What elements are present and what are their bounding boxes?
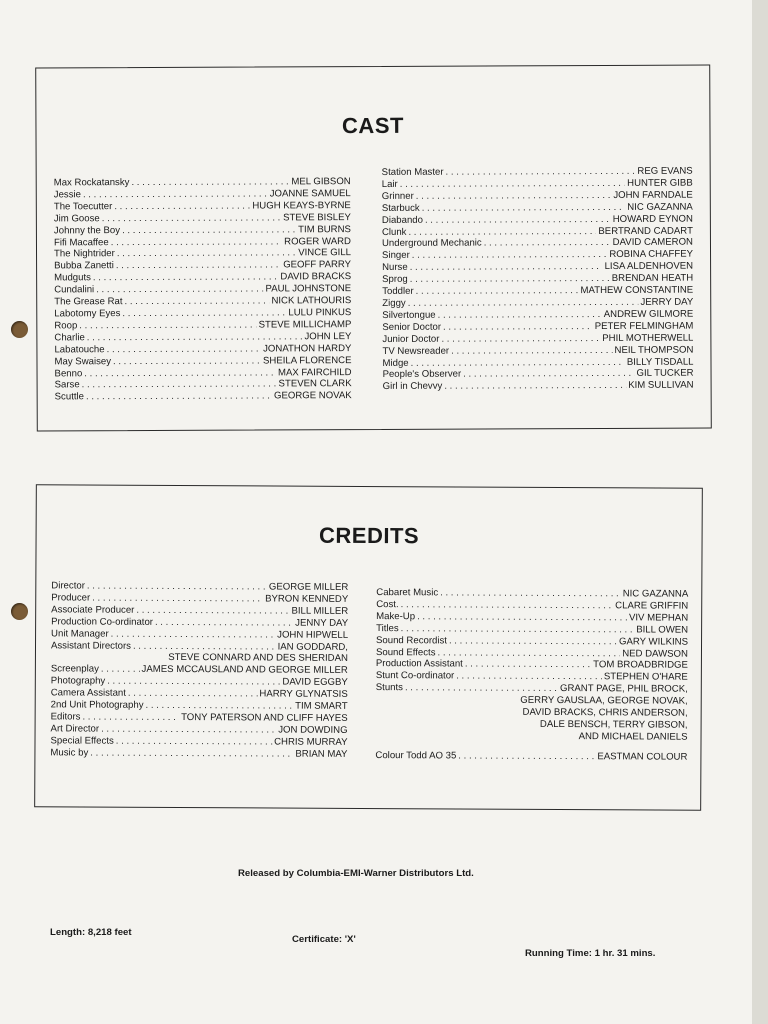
role-label: Associate Producer	[51, 604, 135, 616]
role-label: Johnny the Boy	[53, 224, 121, 237]
credit-row	[376, 682, 688, 696]
leader-dots	[412, 249, 608, 262]
role-label: Sprog	[382, 274, 408, 286]
role-label: Silvertongue	[382, 309, 436, 321]
role-label: Nurse	[382, 262, 408, 274]
role-label: Ziggy	[382, 297, 406, 309]
person-name: NIC GAZANNA	[627, 201, 693, 213]
leader-dots	[136, 605, 289, 618]
credits-title: CREDITS	[318, 522, 420, 549]
page-edge	[752, 0, 768, 1024]
leader-dots	[411, 356, 625, 369]
role-label: Camera Assistant	[50, 687, 126, 699]
cast-box	[35, 65, 712, 432]
person-name: CLARE GRIFFIN	[615, 600, 689, 612]
person-name: ROGER WARD	[284, 235, 351, 247]
leader-dots	[408, 297, 639, 310]
cast-title: CAST	[341, 112, 404, 139]
role-label: Unit Manager	[51, 627, 109, 640]
person-name: JOHN HIPWELL	[277, 629, 349, 641]
role-label: Clunk	[381, 226, 407, 238]
role-label: Photography	[50, 675, 106, 687]
person-name: TIM BURNS	[298, 223, 351, 235]
role-label: May Swaisey	[54, 355, 112, 367]
leader-dots	[82, 711, 179, 723]
person-name: MEL GIBSON	[291, 176, 351, 188]
person-name: KIM SULLIVAN	[628, 379, 694, 392]
role-label: TV Newsreader	[382, 345, 450, 357]
person-name: GEORGE NOVAK	[273, 390, 352, 402]
role-label: Lair	[381, 178, 398, 190]
leader-dots	[114, 200, 250, 212]
leader-dots	[463, 368, 634, 381]
role-label: Production Assistant	[375, 658, 463, 670]
role-label: Make-Up	[376, 610, 416, 623]
person-name: BILL MILLER	[291, 605, 349, 617]
continuation-line: GERRY GAUSLAA, GEORGE NOVAK,	[520, 694, 688, 707]
punch-hole-bottom	[11, 603, 28, 620]
leader-dots	[83, 188, 268, 201]
leader-dots	[145, 700, 293, 713]
person-name: HOWARD EYNON	[612, 213, 693, 225]
person-name: PAUL JOHNSTONE	[265, 283, 352, 295]
role-label: Jessie	[53, 189, 81, 201]
role-label: Grinner	[381, 190, 414, 202]
credit-row	[50, 747, 347, 760]
distributor-line: Released by Columbia-EMI-Warner Distributors Ltd.	[238, 868, 474, 879]
role-label: Roop	[54, 320, 78, 332]
leader-dots	[451, 345, 612, 358]
person-name: JOANNE SAMUEL	[269, 188, 351, 200]
leader-dots	[92, 592, 263, 605]
person-name: STEPHEN O'HARE	[603, 671, 688, 684]
credits-box	[34, 484, 703, 810]
role-label: Midge	[382, 357, 409, 369]
role-label: Screenplay	[50, 663, 99, 675]
person-name: CHRIS MURRAY	[274, 736, 348, 748]
person-name: JOHN LEY	[304, 330, 352, 343]
role-label: Bubba Zanetti	[54, 260, 114, 272]
role-label: The Toecutter	[53, 200, 113, 213]
continuation-line: DALE BENSCH, TERRY GIBSON,	[539, 718, 688, 731]
leader-dots	[440, 587, 621, 600]
leader-dots	[116, 260, 281, 273]
person-name: BRENDAN HEATH	[611, 272, 694, 285]
leader-dots	[107, 676, 280, 689]
credits-right-column	[375, 587, 688, 763]
leader-dots	[107, 343, 262, 356]
leader-dots	[82, 379, 277, 392]
leader-dots	[122, 307, 286, 320]
leader-dots	[128, 688, 258, 701]
role-label: Max Rockatansky	[53, 177, 130, 189]
certificate-line: Certificate: 'X'	[292, 934, 356, 945]
role-label: Fifi Macaffee	[53, 236, 109, 248]
leader-dots	[416, 190, 612, 203]
role-label: Music by	[50, 747, 89, 759]
leader-dots	[410, 261, 603, 274]
role-label: Editors	[50, 711, 81, 723]
person-name: HUGH KEAYS-BYRNE	[252, 199, 351, 212]
role-label: Cundalini	[54, 284, 95, 296]
leader-dots	[417, 611, 627, 624]
leader-dots	[79, 319, 256, 332]
person-name: JAMES MCCAUSLAND AND GEORGE MILLER	[141, 664, 348, 677]
role-label: Colour Todd AO 35	[375, 749, 457, 762]
role-label: Toddler	[382, 285, 414, 298]
leader-dots	[96, 284, 263, 297]
leader-dots	[405, 682, 558, 695]
person-name: LULU PINKUS	[288, 307, 352, 319]
person-name: BYRON KENNEDY	[265, 593, 349, 605]
role-label: Cabaret Music	[376, 587, 439, 599]
person-name: PHIL MOTHERWELL	[602, 332, 694, 344]
credit-row	[383, 380, 694, 393]
person-name: DAVID CAMERON	[612, 237, 694, 249]
role-label: People's Observer	[382, 369, 462, 381]
leader-dots	[465, 659, 591, 672]
role-label: Production Co-ordinator	[51, 616, 154, 628]
person-name: MATHEW CONSTANTINE	[580, 284, 694, 297]
leader-dots	[458, 750, 595, 763]
leader-dots	[101, 664, 140, 676]
person-name: JENNY DAY	[295, 617, 349, 629]
leader-dots	[425, 214, 611, 227]
person-name: JONATHON HARDY	[263, 342, 352, 355]
leader-dots	[438, 647, 621, 660]
role-label: Junior Doctor	[382, 333, 440, 345]
length-line: Length: 8,218 feet	[50, 927, 132, 938]
leader-dots	[400, 178, 625, 191]
role-label: Assistant Directors	[50, 639, 132, 652]
person-name: HUNTER GIBB	[627, 177, 693, 189]
person-name: STEVE BISLEY	[283, 211, 351, 224]
person-name: NICK LATHOURIS	[271, 295, 352, 307]
person-name: NEIL THOMPSON	[614, 344, 694, 356]
leader-dots	[84, 367, 276, 380]
person-name: ANDREW GILMORE	[603, 308, 694, 320]
credit-row	[375, 750, 687, 764]
cast-left-column	[54, 176, 352, 404]
person-name: MAX FAIRCHILD	[277, 366, 352, 378]
leader-dots	[101, 723, 276, 736]
role-label: Girl in Chevvy	[382, 381, 443, 393]
leader-dots	[410, 273, 610, 286]
person-name: JERRY DAY	[640, 296, 694, 308]
role-label: Titles	[376, 622, 399, 634]
person-name: TIM SMART	[295, 700, 348, 712]
person-name: TONY PATERSON AND CLIFF HAYES	[181, 711, 348, 724]
person-name: DAVID EGGBY	[282, 676, 348, 689]
leader-dots	[438, 309, 602, 322]
role-label: Mudguts	[54, 272, 91, 284]
role-label: Art Director	[50, 723, 100, 735]
role-label: Senior Doctor	[382, 321, 442, 333]
person-name: VIV MEPHAN	[628, 612, 689, 624]
person-name: VINCE GILL	[298, 247, 352, 259]
role-label: Sound Recordist	[376, 634, 448, 647]
leader-dots	[124, 296, 269, 309]
leader-dots	[133, 640, 276, 653]
role-label: Sarse	[54, 379, 80, 391]
person-name: DAVID BRACKS	[280, 271, 352, 283]
person-name: BILLY TISDALL	[626, 356, 694, 368]
person-name: JOHN FARNDALE	[613, 189, 693, 201]
leader-dots	[86, 391, 272, 404]
leader-dots	[117, 248, 296, 261]
leader-dots	[444, 380, 626, 393]
role-label: The Grease Rat	[54, 296, 123, 308]
role-label: Benno	[54, 367, 83, 379]
person-name: ROBINA CHAFFEY	[609, 248, 694, 261]
person-name: GEOFF PARRY	[283, 259, 352, 271]
leader-dots	[441, 333, 600, 346]
role-label: Director	[51, 580, 85, 592]
leader-dots	[484, 237, 611, 249]
person-name: LISA ALDENHOVEN	[604, 260, 694, 273]
person-name: GEORGE MILLER	[268, 581, 349, 593]
role-label: Special Effects	[50, 735, 114, 747]
leader-dots	[87, 331, 303, 344]
role-label: Cost.	[376, 598, 399, 611]
person-name: SHEILA FLORENCE	[262, 354, 352, 367]
role-label: Labotomy Eyes	[54, 308, 121, 320]
person-name: GARY WILKINS	[619, 635, 689, 648]
role-label: Starbuck	[381, 202, 420, 214]
credit-row	[51, 640, 348, 653]
leader-dots	[116, 735, 272, 748]
role-label: Diabando	[381, 214, 423, 226]
leader-dots	[111, 236, 282, 249]
person-name: JON DOWDING	[278, 724, 348, 736]
leader-dots	[408, 226, 596, 239]
role-label: Singer	[382, 250, 410, 262]
leader-dots	[446, 166, 636, 179]
leader-dots	[122, 224, 296, 237]
leader-dots	[90, 747, 293, 760]
leader-dots	[102, 212, 281, 225]
role-label: Producer	[51, 592, 91, 604]
continuation-line: DAVID BRACKS, CHRIS ANDERSON,	[522, 706, 688, 719]
person-name: GIL TUCKER	[636, 368, 694, 380]
person-name: IAN GODDARD,	[277, 641, 349, 653]
role-label: Charlie	[54, 332, 85, 344]
person-name: REG EVANS	[637, 165, 693, 177]
person-name: BERTRAND CADART	[598, 225, 693, 237]
person-name: BILL OWEN	[636, 624, 689, 636]
leader-dots	[155, 617, 293, 630]
role-label: 2nd Unit Photography	[50, 699, 144, 711]
role-label: Stunts	[375, 682, 404, 694]
role-label: Labatouche	[54, 343, 105, 356]
leader-dots	[93, 272, 279, 285]
leader-dots	[131, 176, 289, 189]
person-name: GRANT PAGE, PHIL BROCK,	[559, 683, 688, 695]
leader-dots	[422, 202, 626, 215]
role-label: Scuttle	[54, 391, 85, 403]
person-name: EASTMAN COLOUR	[597, 750, 688, 763]
role-label: Station Master	[381, 166, 444, 178]
leader-dots	[87, 581, 267, 594]
role-label: Sound Effects	[375, 646, 436, 658]
leader-dots	[456, 671, 602, 684]
person-name: NED DAWSON	[622, 647, 689, 660]
person-name: PETER FELMINGHAM	[594, 320, 694, 332]
punch-hole-top	[11, 321, 28, 338]
person-name: TOM BROADBRIDGE	[593, 659, 688, 672]
person-name: STEVE MILLICHAMP	[258, 318, 352, 331]
leader-dots	[443, 321, 593, 334]
credit-row	[55, 390, 352, 403]
leader-dots	[111, 628, 276, 641]
person-name: STEVEN CLARK	[278, 378, 352, 390]
leader-dots	[416, 285, 579, 298]
role-label: Stunt Co-ordinator	[375, 670, 455, 682]
role-label: Underground Mechanic	[381, 237, 482, 250]
person-name: NIC GAZANNA	[622, 588, 689, 600]
leader-dots	[113, 355, 261, 368]
leader-dots	[401, 599, 614, 612]
role-label: The Nightrider	[54, 248, 115, 260]
person-name: BRIAN MAY	[295, 748, 348, 760]
cast-right-column	[382, 166, 694, 394]
running-time-line: Running Time: 1 hr. 31 mins.	[525, 948, 656, 959]
credits-left-column	[50, 580, 348, 760]
person-name: HARRY GLYNATSIS	[259, 688, 348, 701]
continuation-line: AND MICHAEL DANIELS	[578, 730, 688, 743]
continuation-line: STEVE CONNARD AND DES SHERIDAN	[168, 652, 348, 665]
leader-dots	[449, 635, 617, 648]
role-label: Jim Goose	[53, 212, 100, 225]
